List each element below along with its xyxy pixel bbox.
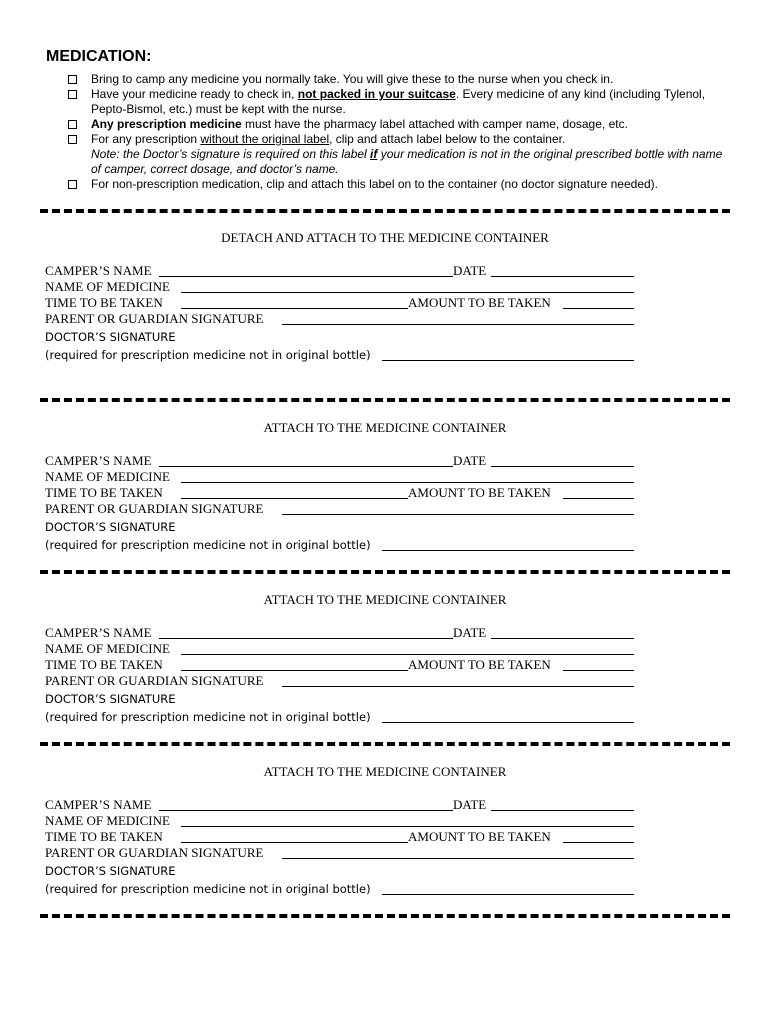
camper-name-field[interactable] — [159, 638, 453, 639]
time-taken-label: TIME TO BE TAKEN — [45, 657, 163, 672]
camper-name-field[interactable] — [159, 810, 453, 811]
time-taken-field[interactable] — [181, 842, 408, 843]
date-field[interactable] — [491, 638, 634, 639]
medication-title: MEDICATION: — [46, 48, 152, 65]
medicine-name-row — [45, 813, 635, 829]
required-note-label: (required for prescription medicine not in original bottle) — [45, 348, 371, 362]
parent-signature-row — [45, 311, 635, 327]
time-taken-field[interactable] — [181, 670, 408, 671]
date-label: DATE — [453, 625, 487, 640]
amount-taken-label: AMOUNT TO BE TAKEN — [408, 657, 551, 672]
instruction-text: For non-prescription medication, clip and attach this label on to the container (no doctor signature needed). — [91, 177, 658, 191]
medicine-name-field[interactable] — [181, 292, 634, 293]
date-label: DATE — [453, 263, 487, 278]
medicine-name-label: NAME OF MEDICINE — [45, 279, 170, 294]
time-taken-field[interactable] — [181, 498, 408, 499]
checkbox-icon — [68, 180, 77, 189]
checkbox-icon — [68, 120, 77, 129]
parent-signature-field[interactable] — [282, 514, 634, 515]
time-taken-field[interactable] — [181, 308, 408, 309]
time-taken-label: TIME TO BE TAKEN — [45, 485, 163, 500]
instruction-item — [68, 87, 728, 117]
camper-name-label: CAMPER’S NAME — [45, 263, 152, 278]
camper-name-label: CAMPER’S NAME — [45, 797, 152, 812]
doctor-signature-label: DOCTOR’S SIGNATURE — [45, 330, 176, 344]
required-note-label: (required for prescription medicine not in original bottle) — [45, 882, 371, 896]
doctor-signature-note-row — [45, 347, 635, 363]
date-field[interactable] — [491, 466, 634, 467]
date-field[interactable] — [491, 810, 634, 811]
instruction-item — [68, 177, 728, 192]
parent-signature-row — [45, 673, 635, 689]
medicine-name-field[interactable] — [181, 654, 634, 655]
amount-taken-field[interactable] — [563, 308, 634, 309]
amount-taken-label: AMOUNT TO BE TAKEN — [408, 295, 551, 310]
cut-line — [40, 570, 730, 574]
camper-name-label: CAMPER’S NAME — [45, 453, 152, 468]
parent-signature-label: PARENT OR GUARDIAN SIGNATURE — [45, 673, 264, 688]
doctor-signature-field[interactable] — [382, 360, 634, 361]
doctor-signature-row — [45, 519, 635, 535]
medicine-name-label: NAME OF MEDICINE — [45, 813, 170, 828]
instruction-item — [68, 72, 728, 87]
note-text: your medication is not in the original prescribed bottle with name of camper, correct dosage, and doctor’s name. — [91, 147, 723, 176]
parent-signature-field[interactable] — [282, 324, 634, 325]
block-heading: ATTACH TO THE MEDICINE CONTAINER — [263, 764, 507, 779]
instruction-text: Bring to camp any medicine you normally take. You will give these to the nurse when you check in. — [91, 72, 614, 86]
parent-signature-label: PARENT OR GUARDIAN SIGNATURE — [45, 311, 264, 326]
checkbox-icon — [68, 75, 77, 84]
doctor-signature-row — [45, 863, 635, 879]
medicine-name-row — [45, 641, 635, 657]
amount-taken-field[interactable] — [563, 498, 634, 499]
doctor-signature-row — [45, 329, 635, 345]
doctor-signature-label: DOCTOR’S SIGNATURE — [45, 692, 176, 706]
medicine-name-field[interactable] — [181, 826, 634, 827]
camper-name-row — [45, 263, 635, 279]
medicine-name-row — [45, 469, 635, 485]
camper-name-field[interactable] — [159, 276, 453, 277]
medicine-name-field[interactable] — [181, 482, 634, 483]
block-heading: DETACH AND ATTACH TO THE MEDICINE CONTAINER — [221, 230, 549, 245]
time-amount-row — [45, 657, 635, 673]
doctor-signature-row — [45, 691, 635, 707]
instruction-emphasis: without the original label — [200, 132, 330, 146]
block-heading: ATTACH TO THE MEDICINE CONTAINER — [263, 592, 507, 607]
doctor-signature-note-row — [45, 881, 635, 897]
cut-line — [40, 398, 730, 402]
doctor-signature-label: DOCTOR’S SIGNATURE — [45, 864, 176, 878]
checkbox-icon — [68, 90, 77, 99]
amount-taken-field[interactable] — [563, 842, 634, 843]
parent-signature-label: PARENT OR GUARDIAN SIGNATURE — [45, 845, 264, 860]
note-emphasis: if — [370, 147, 378, 161]
instruction-item — [68, 132, 728, 177]
time-amount-row — [45, 485, 635, 501]
medicine-name-row — [45, 279, 635, 295]
note-text: Note: the Doctor’s signature is required on this label — [91, 147, 371, 161]
parent-signature-row — [45, 845, 635, 861]
date-label: DATE — [453, 797, 487, 812]
instruction-emphasis: Any prescription medicine — [91, 117, 242, 131]
parent-signature-label: PARENT OR GUARDIAN SIGNATURE — [45, 501, 264, 516]
camper-name-field[interactable] — [159, 466, 453, 467]
time-taken-label: TIME TO BE TAKEN — [45, 829, 163, 844]
time-taken-label: TIME TO BE TAKEN — [45, 295, 163, 310]
parent-signature-field[interactable] — [282, 686, 634, 687]
amount-taken-field[interactable] — [563, 670, 634, 671]
camper-name-row — [45, 625, 635, 641]
cut-line — [40, 914, 730, 918]
doctor-signature-label: DOCTOR’S SIGNATURE — [45, 520, 176, 534]
instruction-text: , clip and attach label below to the container. — [329, 132, 566, 146]
doctor-signature-note-row — [45, 709, 635, 725]
required-note-label: (required for prescription medicine not in original bottle) — [45, 710, 371, 724]
camper-name-row — [45, 797, 635, 813]
parent-signature-row — [45, 501, 635, 517]
required-note-label: (required for prescription medicine not in original bottle) — [45, 538, 371, 552]
instruction-text: must have the pharmacy label attached with camper name, dosage, etc. — [241, 117, 628, 131]
amount-taken-label: AMOUNT TO BE TAKEN — [408, 485, 551, 500]
instruction-emphasis: not packed in your suitcase — [297, 87, 456, 101]
date-label: DATE — [453, 453, 487, 468]
doctor-signature-note-row — [45, 537, 635, 553]
cut-line — [40, 742, 730, 746]
instruction-text: For any prescription — [91, 132, 201, 146]
parent-signature-field[interactable] — [282, 858, 634, 859]
instruction-text: Have your medicine ready to check in, — [91, 87, 298, 101]
instruction-text: . Every medicine of any kind (including Tylenol, Pepto-Bismol, etc.) must be kept with the nurse. — [91, 87, 706, 116]
time-amount-row — [45, 829, 635, 845]
doctor-signature-note — [91, 147, 728, 177]
instruction-list — [68, 72, 728, 192]
checkbox-icon — [68, 135, 77, 144]
camper-name-row — [45, 453, 635, 469]
date-field[interactable] — [491, 276, 634, 277]
doctor-signature-field[interactable] — [382, 722, 634, 723]
instruction-item — [68, 117, 728, 132]
time-amount-row — [45, 295, 635, 311]
doctor-signature-field[interactable] — [382, 550, 634, 551]
medicine-name-label: NAME OF MEDICINE — [45, 469, 170, 484]
block-heading: ATTACH TO THE MEDICINE CONTAINER — [263, 420, 507, 435]
doctor-signature-field[interactable] — [382, 894, 634, 895]
cut-line — [40, 209, 730, 213]
amount-taken-label: AMOUNT TO BE TAKEN — [408, 829, 551, 844]
camper-name-label: CAMPER’S NAME — [45, 625, 152, 640]
medicine-name-label: NAME OF MEDICINE — [45, 641, 170, 656]
